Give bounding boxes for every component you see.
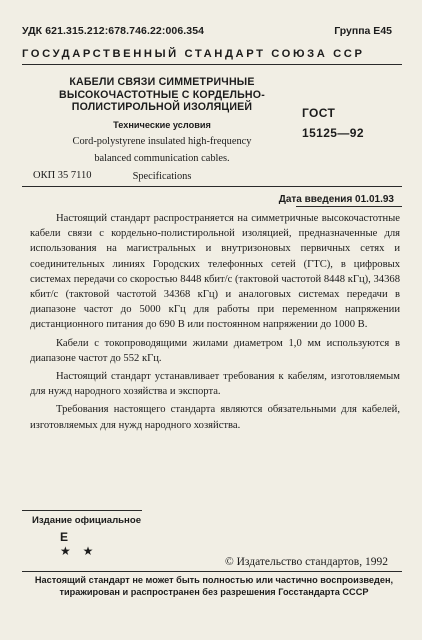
official-edition-label: Издание официальное xyxy=(32,515,142,526)
reproduction-notice xyxy=(26,574,402,598)
document-title-block xyxy=(32,76,292,182)
title-ru-line1: КАБЕЛИ СВЯЗИ СИММЕТРИЧНЫЕ xyxy=(69,76,255,88)
title-ru-line2: ВЫСОКОЧАСТОТНЫЕ С КОРДЕЛЬНО- xyxy=(59,88,265,101)
okp-rule xyxy=(22,186,402,187)
gost-block xyxy=(302,103,364,143)
notice-line2: тиражирован и распространен без разрешения Госстандарта СССР xyxy=(59,587,369,597)
title-en-line1: Cord-polystyrene insulated high-frequency xyxy=(72,135,252,147)
standard-banner: ГОСУДАРСТВЕННЫЙ СТАНДАРТ СОЮЗА ССР xyxy=(22,48,365,60)
date-underline xyxy=(296,206,402,207)
edition-letter: Е xyxy=(60,530,69,544)
title-ru-line3: ПОЛИСТИРОЛЬНОЙ ИЗОЛЯЦИЕЙ xyxy=(71,101,253,113)
okp-code: ОКП 35 7110 xyxy=(33,170,92,181)
stars-mark: ★ ★ xyxy=(60,544,98,558)
udc-code: УДК 621.315.212:678.746.22:006.354 xyxy=(22,25,205,37)
gost-label: ГОСТ xyxy=(302,106,336,120)
notice-line1: Настоящий стандарт не может быть полностью или частично воспроизведен, xyxy=(34,575,394,585)
gost-number: 15125—92 xyxy=(302,126,364,140)
intro-date: Дата введения 01.01.93 xyxy=(278,194,394,205)
title-subtitle: Технические условия xyxy=(113,119,211,130)
group-code: Группа Е45 xyxy=(334,25,392,37)
banner-rule xyxy=(22,64,402,65)
edition-rule xyxy=(22,510,142,511)
body-text xyxy=(30,211,400,433)
copyright-line: © Издательство стандартов, 1992 xyxy=(224,556,388,568)
footer-rule xyxy=(22,571,402,572)
paragraph: Настоящий стандарт устанавливает требования к кабелям, изготовляемым для нужд народного хозяйства и экспорта. xyxy=(30,371,400,398)
paragraph: Требования настоящего стандарта являются обязательными для кабелей, изготовляемых для нужд народного хозяйства. xyxy=(30,404,400,431)
title-en-line3: Specifications xyxy=(132,170,192,182)
paragraph: Настоящий стандарт распространяется на симметричные высокочастотные кабели связи с кордельно-полистирольной изоляцией, предназначенные для использования на магистральных и внутризоновых первичных сетях и соединительных линиях Городских телефонных сетей (ГТС), в цифровых системах передачи со скоростью 8448 кбит/с (тактовой частотой 8448 кГц), 34368 кбит/с (тактовой частотой 34368 кГц) и аналоговых системах передачи в диапазоне частот до 5000 кГц для работы при переменном напряжении дистанционного питания до 690 В или постоянном напряжении до 1000 В. xyxy=(30,213,400,331)
paragraph: Кабели с токопроводящими жилами диаметром 1,0 мм используются в диапазоне частот до 552 кГц. xyxy=(30,337,400,364)
title-en-line2: balanced communication cables. xyxy=(94,153,230,165)
